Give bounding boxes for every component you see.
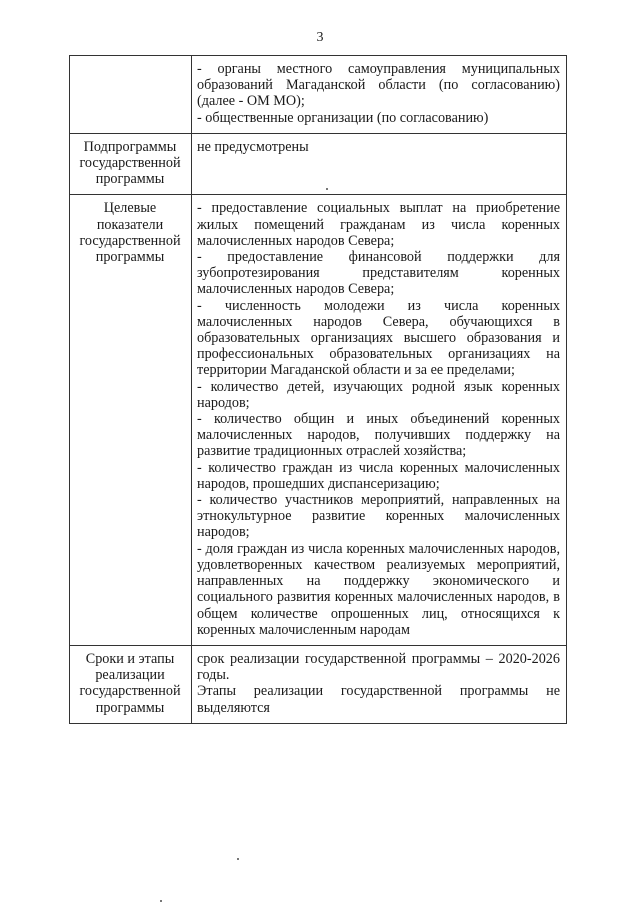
row-value — [192, 645, 567, 723]
table-row-participants — [70, 56, 567, 134]
page-number: 3 — [316, 30, 324, 45]
list-item: - органы местного самоуправления муниципальных образований Магаданской области (по согласованию) (далее - ОМ МО); — [197, 61, 560, 110]
table-row-terms-and-stages — [70, 645, 567, 723]
row-value — [192, 133, 567, 195]
list-item: - количество участников мероприятий, направленных на этнокультурное развитие коренных малочисленных народов; — [197, 492, 560, 541]
list-item: - предоставление социальных выплат на приобретение жилых помещений гражданам из числа коренных малочисленных народов Севера; — [197, 200, 560, 249]
list-item: - предоставление финансовой поддержки для зубопротезирования представителям коренных малочисленных народов Севера; — [197, 249, 560, 298]
row-label: Целевые показатели государственной программы — [70, 195, 192, 645]
row-label: Сроки и этапы реализации государственной программы — [70, 645, 192, 723]
list-item: Этапы реализации государственной программы не выделяются — [197, 683, 560, 716]
row-value — [192, 195, 567, 645]
list-item: срок реализации государственной программы – 2020-2026 годы. — [197, 650, 560, 684]
row-value — [192, 56, 567, 134]
scan-speck — [326, 188, 328, 190]
program-passport-table — [69, 55, 567, 724]
list-item: - количество общин и иных объединений коренных малочисленных народов, получивших поддержку на развитие традиционных отраслей хозяйства; — [197, 411, 560, 460]
scan-speck — [237, 858, 239, 860]
list-item: - количество граждан из числа коренных малочисленных народов, прошедших диспансеризацию; — [197, 459, 560, 492]
table-row-target-indicators — [70, 195, 567, 645]
row-label: Подпрограммы государственной программы — [70, 133, 192, 195]
list-item: - доля граждан из числа коренных малочисленных народов, удовлетворенных качеством реализуемых мероприятий, направленных на поддержку экономического и социального развития коренных малочисленных народов, в общем количестве опрошенных лиц, относящихся к коренных малочисленным народам — [197, 540, 560, 638]
scan-speck — [160, 900, 162, 902]
row-label — [70, 56, 192, 134]
list-item: - общественные организации (по согласованию) — [197, 109, 489, 126]
table-row-subprograms — [70, 133, 567, 195]
list-item: - численность молодежи из числа коренных малочисленных народов Севера, обучающихся в образовательных организациях высшего образования и профессиональных образовательных организациях на территории Магаданской области и за ее пределами; — [197, 297, 560, 379]
list-item: не предусмотрены — [197, 138, 309, 155]
list-item: - количество детей, изучающих родной язык коренных народов; — [197, 378, 560, 411]
